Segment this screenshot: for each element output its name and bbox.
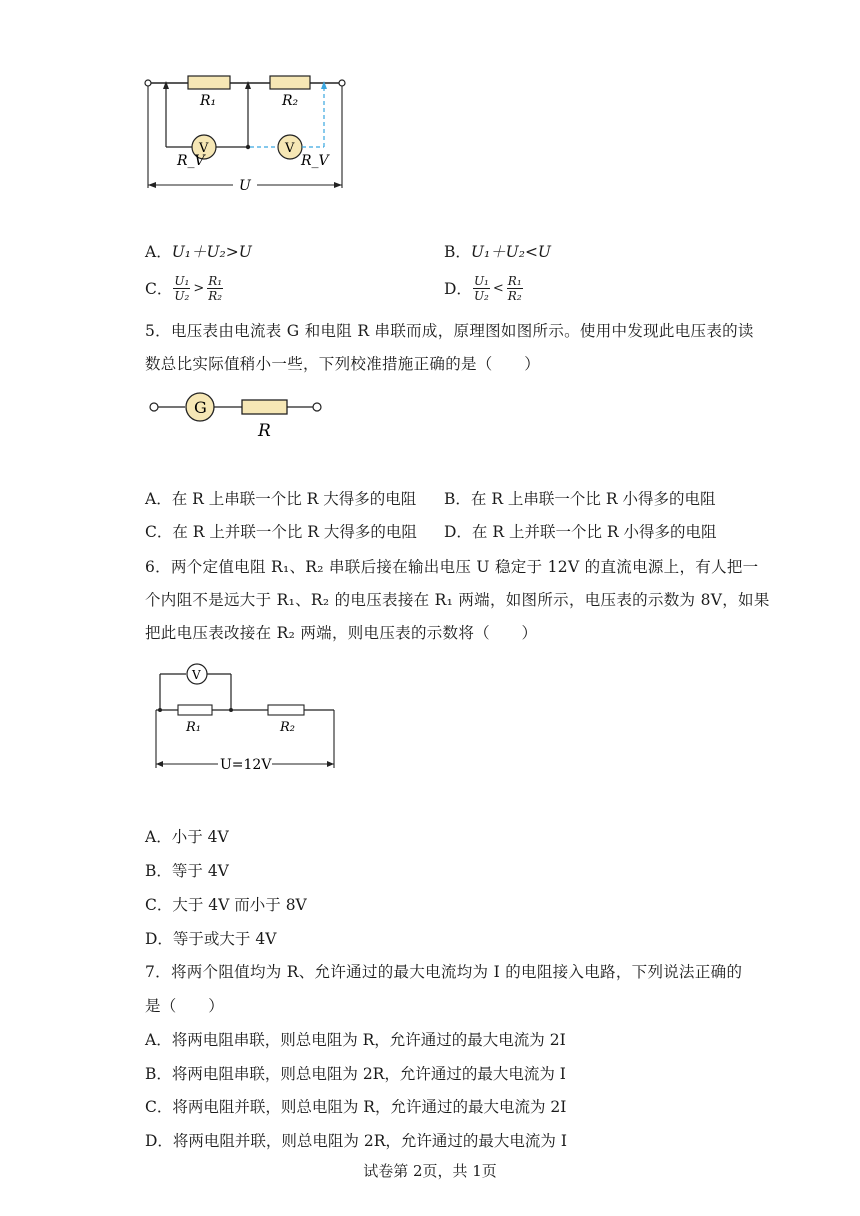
q4-option-c-label: C．	[145, 279, 173, 298]
q7-stem-line2: 是（ ）	[145, 997, 225, 1015]
label-r: R	[258, 421, 271, 441]
q6-circuit-diagram	[148, 660, 343, 775]
voltmeter-right-symbol: V	[285, 141, 295, 156]
right-terminal	[339, 80, 345, 86]
q5-option-d: D．在 R 上并联一个比 R 小得多的电阻	[444, 523, 717, 541]
resistor-r1	[188, 76, 230, 89]
page-footer: 试卷第 2页，共 1页	[363, 1162, 497, 1180]
q6-option-b: B．等于 4V	[145, 862, 229, 880]
label-r1: R₁	[200, 93, 217, 109]
q5-option-a: A．在 R 上串联一个比 R 大得多的电阻	[145, 490, 417, 508]
q7-option-a: A．将两电阻串联，则总电阻为 R，允许通过的最大电流为 2I	[145, 1031, 566, 1049]
q6-stem-line3: 把此电压表改接在 R₂ 两端，则电压表的示数将（ ）	[145, 624, 538, 642]
resistor-r2	[270, 76, 310, 89]
q6-option-c: C．大于 4V 而小于 8V	[145, 896, 307, 914]
q7-stem-line1: 7．将两个阻值均为 R、允许通过的最大电流均为 I 的电阻接入电路，下列说法正确的	[145, 963, 743, 981]
q5-option-c: C．在 R 上并联一个比 R 大得多的电阻	[145, 523, 417, 541]
q5-circuit-diagram	[145, 390, 330, 442]
q6-option-a: A．小于 4V	[145, 828, 229, 846]
q4-option-d-op: <	[492, 280, 504, 296]
voltmeter-symbol: V	[192, 668, 201, 682]
q5-stem-line1: 5．电压表由电流表 G 和电阻 R 串联而成，原理图如图所示。使用中发现此电压表的读	[145, 322, 754, 340]
q4-option-c-lhs: $\frac{\text{U₁}}{\text{U₂}}$	[174, 274, 190, 303]
q5-stem-line2: 数总比实际值稍小一些，下列校准措施正确的是（ ）	[145, 355, 541, 373]
q4-option-a-text: U₁＋U₂>U	[171, 243, 252, 261]
q4-option-b-label: B．	[444, 243, 471, 261]
galvanometer-symbol: G	[194, 398, 207, 417]
q4-option-a-label: A．	[145, 243, 172, 261]
label-u: U	[239, 178, 251, 194]
q4-option-d-lhs: $\frac{\text{U₁}}{\text{U₂}}$	[473, 274, 489, 303]
q4-option-b-text: U₁＋U₂<U	[470, 243, 551, 261]
resistor-r1	[178, 705, 212, 715]
q4-option-d-rhs: $\frac{\text{R₁}}{\text{R₂}}$	[507, 274, 522, 303]
q4-circuit-diagram	[140, 70, 360, 195]
q6-stem-line2: 个内阻不是远大于 R₁、R₂ 的电压表接在 R₁ 两端，如图所示，电压表的示数为 8V，如果	[145, 591, 770, 609]
q4-option-b	[444, 241, 551, 263]
q4-option-a	[145, 241, 252, 263]
label-r1: R₁	[186, 720, 201, 735]
voltmeter-left-symbol: V	[199, 141, 209, 156]
q4-option-c-rhs: $\frac{\text{R₁}}{\text{R₂}}$	[208, 274, 223, 303]
left-terminal	[145, 80, 151, 86]
q7-option-d: D．将两电阻并联，则总电阻为 2R，允许通过的最大电流为 I	[145, 1132, 567, 1150]
resistor-r	[242, 400, 287, 414]
label-r2: R₂	[282, 93, 299, 109]
q5-option-b: B．在 R 上串联一个比 R 小得多的电阻	[444, 490, 716, 508]
q6-option-d: D．等于或大于 4V	[145, 930, 277, 948]
q4-option-c-op: >	[193, 280, 205, 296]
label-rv-right: R_V	[301, 153, 329, 169]
q7-option-c: C．将两电阻并联，则总电阻为 R，允许通过的最大电流为 2I	[145, 1098, 567, 1116]
q4-option-d-label: D．	[444, 279, 472, 298]
label-u: U=12V	[220, 757, 272, 773]
q7-option-b: B．将两电阻串联，则总电阻为 2R，允许通过的最大电流为 I	[145, 1065, 566, 1083]
q4-option-c	[145, 274, 224, 303]
q4-option-d	[444, 274, 524, 303]
q6-stem-line1: 6．两个定值电阻 R₁、R₂ 串联后接在输出电压 U 稳定于 12V 的直流电源上，有人把一	[145, 558, 759, 576]
label-rv-left: R_V	[177, 153, 205, 169]
label-r2: R₂	[280, 720, 295, 735]
resistor-r2	[268, 705, 304, 715]
